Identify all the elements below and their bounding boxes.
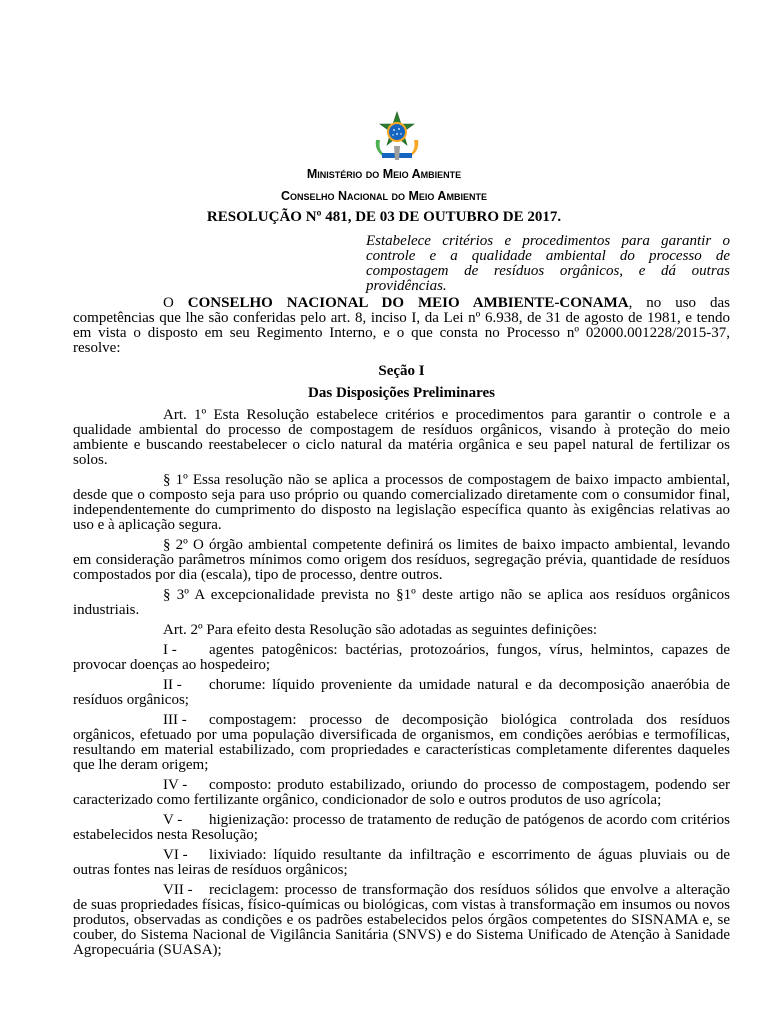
paragraph-2: § 2º O órgão ambiental competente definirá os limites de baixo impacto ambiental, levando em consideração parâmetros mínimos como origem dos resíduos, segregação prévia, quantidade de resíduos compostados por dia (escala), tipo de processo, dentre outros. bbox=[73, 537, 730, 583]
section-title: Das Disposições Preliminares bbox=[308, 385, 495, 401]
paragraph-3: § 3º A excepcionalidade prevista no §1º deste artigo não se aplica aos resíduos orgânicos industriais. bbox=[73, 587, 730, 618]
definition-item: VI - lixiviado: líquido resultante da infiltração e escorrimento de águas pluviais ou de outras fontes nas leiras de resíduos orgânicos; bbox=[73, 847, 730, 878]
council-name: CONSELHO NACIONAL DO MEIO AMBIENTE-CONAMA bbox=[187, 295, 629, 311]
preamble-paragraph: O CONSELHO NACIONAL DO MEIO AMBIENTE-CONAMA, no uso das competências que lhe são conferidas pelo art. 8, inciso I, da Lei nº 6.938, de 31 de agosto de 1981, e tendo em vista o disposto em seu Regimento Interno, e o que consta no Processo nº 02000.001228/2015-37, resolve: bbox=[73, 295, 730, 356]
brazil-coat-of-arms-icon bbox=[372, 110, 422, 162]
article-2: Art. 2º Para efeito desta Resolução são adotadas as seguintes definições: bbox=[163, 622, 598, 638]
council-heading: Conselho Nacional do Meio Ambiente bbox=[281, 189, 487, 203]
definition-item: II - chorume: líquido proveniente da umidade natural e da decomposição anaeróbia de resíduos orgânicos; bbox=[73, 677, 730, 708]
ementa-text: Estabelece critérios e procedimentos para garantir o controle e a qualidade ambiental do processo de compostagem de resíduos orgânicos, e dá outras providências. bbox=[366, 233, 730, 294]
document-body bbox=[73, 296, 730, 963]
ministry-heading: Ministério do Meio Ambiente bbox=[306, 167, 462, 181]
article-1: Art. 1º Esta Resolução estabelece critérios e procedimentos para garantir o controle e a qualidade ambiental do processo de compostagem de resíduos orgânicos, visando à proteção do meio ambiente e buscando reestabelecer o ciclo natural da matéria orgânica e seu papel natural de fertilizar os solos. bbox=[73, 407, 730, 468]
definition-item: III - compostagem: processo de decomposição biológica controlada dos resíduos orgânicos, efetuado por uma população diversificada de organismos, em condições aeróbias e termofílicas, resultando em material estabilizado, com propriedades e características completamente diferentes daqueles que lhe deram origem; bbox=[73, 712, 730, 773]
resolution-title: RESOLUÇÃO Nº 481, DE 03 DE OUTUBRO DE 2017. bbox=[206, 209, 562, 225]
definition-item: V - higienização: processo de tratamento de redução de patógenos de acordo com critérios estabelecidos nesta Resolução; bbox=[73, 812, 730, 843]
definition-item: IV - composto: produto estabilizado, oriundo do processo de compostagem, podendo ser caracterizado como fertilizante orgânico, condicionador de solo e outros produtos de uso agrícola; bbox=[73, 777, 730, 808]
definition-item: VII - reciclagem: processo de transformação dos resíduos sólidos que envolve a alteração de suas propriedades físicas, físico-químicas ou biológicas, com vistas à transformação em insumos ou novos produtos, observadas as condições e os padrões estabelecidos pelos órgãos competentes do SISNAMA e, se couber, do Sistema Nacional de Vigilância Sanitária (SNVS) e do Sistema Unificado de Atenção à Sanidade Agropecuária (SUASA); bbox=[73, 882, 730, 958]
section-label: Seção I bbox=[378, 363, 425, 379]
paragraph-1: § 1º Essa resolução não se aplica a processos de compostagem de baixo impacto ambiental, desde que o composto seja para uso próprio ou quando comercializado diretamente com o consumidor final, independentemente do cumprimento do disposto na legislação específica quanto às exigências relativas ao uso e à aplicação segura. bbox=[73, 472, 730, 533]
definition-item: I - agentes patogênicos: bactérias, protozoários, fungos, vírus, helmintos, capazes de provocar doenças ao hospedeiro; bbox=[73, 642, 730, 673]
